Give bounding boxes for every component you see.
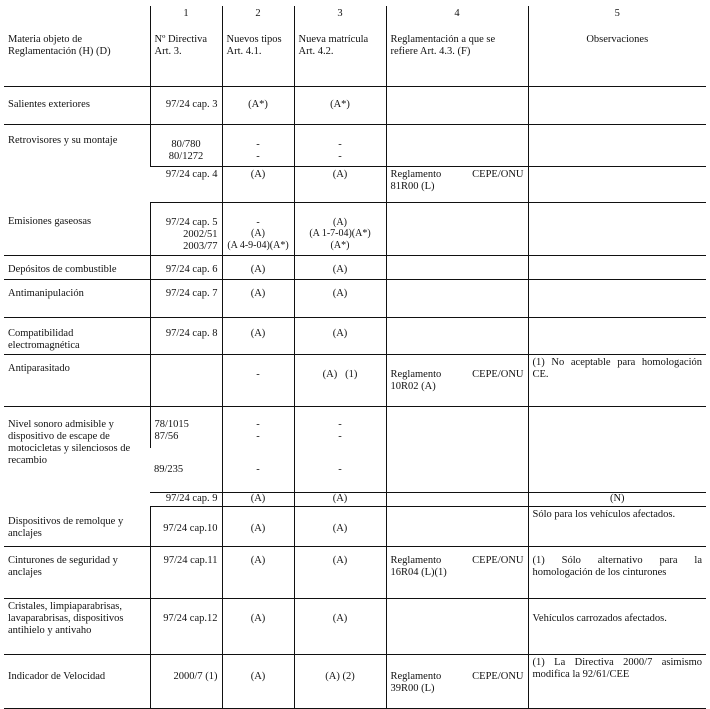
nuevos-cell: (A)	[222, 317, 294, 354]
reglamentacion-cell	[386, 598, 528, 654]
observaciones-cell	[528, 448, 706, 492]
nuevos-cell: (A)	[222, 492, 294, 506]
materia-cell: Antiparasitado	[4, 354, 150, 406]
table-row	[4, 202, 706, 255]
directiva-cell	[150, 354, 222, 406]
directiva-cell: 89/235	[154, 464, 184, 476]
materia-cell: Indicador de Velocidad	[4, 654, 150, 708]
reglamentacion-cell	[386, 279, 528, 317]
nuevos-cell: (A)	[222, 279, 294, 317]
table-row	[4, 654, 706, 708]
observaciones-cell: (1) La Directiva 2000/7 asimismo modifica la 92/61/CEE	[528, 654, 706, 708]
reglamentacion-cell	[386, 317, 528, 354]
matricula-cell: - -	[294, 124, 386, 166]
reglamentacion-cell	[386, 255, 528, 279]
observaciones-cell	[528, 202, 706, 255]
table-row	[4, 598, 706, 654]
nuevos-cell: - -	[222, 124, 294, 166]
matricula-cell: (A*)	[294, 86, 386, 124]
matricula-cell: (A)	[294, 506, 386, 546]
regulation-table	[4, 6, 706, 709]
reglamentacion-cell	[386, 448, 528, 492]
table-row	[4, 86, 706, 124]
materia-cell: Cinturones de seguridad y anclajes	[4, 546, 150, 598]
directiva-cell: 97/24 cap. 9	[150, 492, 222, 506]
materia-cell: Retrovisores y su montaje	[8, 134, 118, 146]
materia-cell: Salientes exteriores	[4, 86, 150, 124]
reglamentacion-cell	[386, 406, 528, 448]
nuevos-cell: (A)	[222, 255, 294, 279]
observaciones-cell	[528, 166, 706, 202]
observaciones-cell	[528, 317, 706, 354]
observaciones-cell: (1) Sólo alternativo para la homologación de los cinturones	[528, 546, 706, 598]
table-row	[4, 317, 706, 354]
directiva-cell: 80/780 80/1272	[150, 124, 222, 166]
reglamentacion-cell: Reglamento CEPE/ONU 16R04 (L)(1)	[386, 546, 528, 598]
directiva-cell: 97/24 cap. 3	[150, 86, 222, 124]
observaciones-cell	[528, 124, 706, 166]
nuevos-cell: - -	[222, 406, 294, 448]
reglamentacion-cell	[386, 124, 528, 166]
nuevos-cell: (A)	[222, 546, 294, 598]
table-row	[4, 124, 706, 166]
nuevos-cell: -	[222, 354, 294, 406]
header-observaciones: 5 Observaciones	[528, 6, 706, 86]
reglamentacion-cell: Reglamento CEPE/ONU 81R00 (L)	[386, 166, 528, 202]
reglamentacion-cell	[386, 492, 528, 506]
header-materia: Materia objeto de Reglamentación (H) (D)	[4, 6, 150, 86]
observaciones-cell	[528, 255, 706, 279]
reglamentacion-cell	[386, 202, 528, 255]
directiva-cell: 97/24 cap.12	[150, 598, 222, 654]
nuevos-cell: - (A) (A 4-9-04)(A*)	[222, 202, 294, 255]
nuevos-cell: -	[222, 448, 294, 492]
directiva-cell: 78/1015 87/56	[150, 406, 222, 448]
matricula-cell: (A)	[294, 255, 386, 279]
directiva-cell: 97/24 cap. 5 2002/51 2003/77	[150, 202, 222, 255]
reglamentacion-cell: Reglamento CEPE/ONU 10R02 (A)	[386, 354, 528, 406]
matricula-cell: (A)	[294, 546, 386, 598]
nuevos-cell: (A*)	[222, 86, 294, 124]
directiva-cell: 97/24 cap. 8	[150, 317, 222, 354]
matricula-cell: (A) (2)	[294, 654, 386, 708]
materia-cell: Emisiones gaseosas	[4, 202, 150, 255]
header-directiva: 1 Nº Directiva Art. 3.	[150, 6, 222, 86]
matricula-cell: (A)	[294, 317, 386, 354]
reglamentacion-cell	[386, 506, 528, 546]
header-nueva-matricula: 3 Nueva matrícula Art. 4.2.	[294, 6, 386, 86]
observaciones-cell: Vehículos carrozados afectados.	[528, 598, 706, 654]
directiva-cell: 2000/7 (1)	[150, 654, 222, 708]
observaciones-cell: (N)	[528, 492, 706, 506]
materia-cell: Dispositivos de remolque y anclajes	[4, 506, 150, 546]
matricula-cell: (A) (1)	[294, 354, 386, 406]
materia-cell: Depósitos de combustible	[4, 255, 150, 279]
matricula-cell: (A)	[294, 166, 386, 202]
matricula-cell: (A)	[294, 279, 386, 317]
materia-cell: Cristales, limpiaparabrisas, lavaparabrisas, dispositivos antihielo y antivaho	[4, 598, 150, 654]
header-reglamentacion: 4 Reglamentación a que se refiere Art. 4.3. (F)	[386, 6, 528, 86]
reglamentacion-cell	[386, 86, 528, 124]
materia-cell: Antimanipulación	[4, 279, 150, 317]
matricula-cell: (A)	[294, 598, 386, 654]
nuevos-cell: (A)	[222, 598, 294, 654]
directiva-cell: 97/24 cap.10	[150, 506, 222, 546]
table-row	[4, 354, 706, 406]
observaciones-cell	[528, 406, 706, 448]
header-nuevos-tipos: 2 Nuevos tipos Art. 4.1.	[222, 6, 294, 86]
directiva-cell: 97/24 cap. 7	[150, 279, 222, 317]
reglamentacion-cell: Reglamento CEPE/ONU 39R00 (L)	[386, 654, 528, 708]
nuevos-cell: (A)	[222, 506, 294, 546]
observaciones-cell: Sólo para los vehículos afectados.	[528, 506, 706, 546]
header-row	[4, 6, 706, 86]
table-row	[4, 546, 706, 598]
table-row	[4, 506, 706, 546]
matricula-cell: - -	[294, 406, 386, 448]
matricula-cell: -	[294, 448, 386, 492]
table-row	[4, 406, 706, 448]
observaciones-cell	[528, 279, 706, 317]
directiva-cell: 97/24 cap. 4	[150, 166, 222, 202]
matricula-cell: (A) (A 1-7-04)(A*) (A*)	[294, 202, 386, 255]
nuevos-cell: (A)	[222, 166, 294, 202]
directiva-cell: 97/24 cap.11	[150, 546, 222, 598]
matricula-cell: (A)	[294, 492, 386, 506]
nuevos-cell: (A)	[222, 654, 294, 708]
table-row	[4, 279, 706, 317]
directiva-cell: 97/24 cap. 6	[150, 255, 222, 279]
observaciones-cell	[528, 86, 706, 124]
materia-cell: Compatibilidad electromagnética	[4, 317, 150, 354]
table-row	[4, 255, 706, 279]
materia-cell: Nivel sonoro admisible y dispositivo de escape de motocicletas y silenciosos de recambio	[8, 418, 131, 466]
observaciones-cell: (1) No aceptable para homologación CE.	[528, 354, 706, 406]
